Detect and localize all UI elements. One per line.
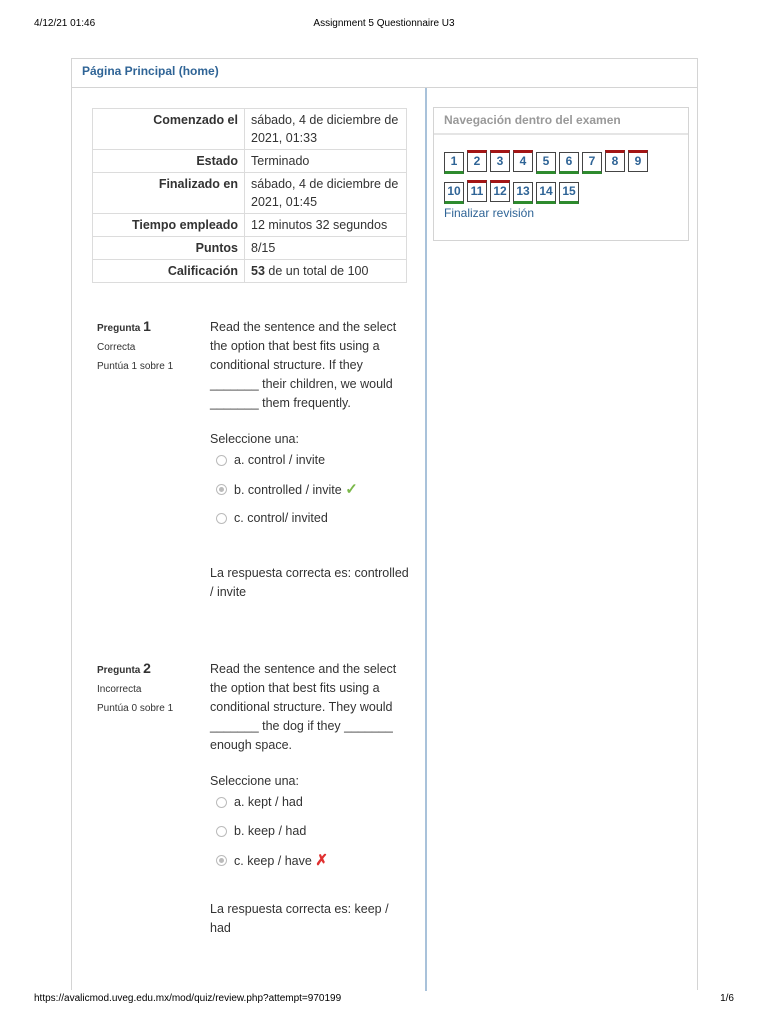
summary-row [93,150,407,173]
question-nav-button[interactable]: 8 [605,150,625,172]
answer-option[interactable] [210,851,410,878]
summary-row [93,214,407,237]
question-nav-button[interactable]: 11 [467,180,487,202]
select-prompt: Seleccione una: [210,432,299,446]
answer-option[interactable] [210,480,410,507]
question-nav-button[interactable]: 1 [444,152,464,174]
question-num: 1 [143,318,151,334]
attempt-summary-table [92,108,407,283]
print-title: Assignment 5 Questionnaire U3 [313,18,455,29]
summary-row [93,173,407,214]
answer-option[interactable] [210,451,410,478]
correct-answer: La respuesta correcta es: keep / had [210,902,389,935]
radio-button[interactable] [216,455,227,466]
option-label: c. keep / have [234,854,312,868]
summary-value: 8/15 [245,237,407,260]
question-num: 2 [143,660,151,676]
radio-button[interactable] [216,826,227,837]
question-nav-button[interactable]: 2 [467,150,487,172]
question-grade: Puntúa 0 sobre 1 [97,703,174,714]
question-state: Incorrecta [97,684,142,695]
answer-option[interactable] [210,793,410,820]
quiz-navigation-block [433,107,689,241]
question-nav-buttons [444,150,684,210]
option-label: a. kept / had [234,795,303,809]
question-nav-button[interactable]: 5 [536,152,556,174]
question-grade: Puntúa 1 sobre 1 [97,361,174,372]
question-nav-button[interactable]: 14 [536,182,556,204]
option-label: c. control/ invited [234,511,328,525]
check-icon: ✓ [345,481,358,498]
question-label: Pregunta [97,323,141,334]
correct-answer: La respuesta correcta es: controlled / invite [210,566,409,599]
summary-key: Tiempo empleado [93,214,245,237]
question-text: Read the sentence and the select the option that best fits using a conditional structure. They would _______ the dog if they _______ enough space. [210,662,397,752]
radio-button[interactable] [216,855,227,866]
select-prompt: Seleccione una: [210,774,299,788]
print-url: https://avalicmod.uveg.edu.mx/mod/quiz/review.php?attempt=970199 [34,993,342,1004]
answer-option[interactable] [210,822,410,849]
question-state: Correcta [97,342,136,353]
header-divider [72,87,697,88]
finish-review-link[interactable]: Finalizar revisión [444,206,535,220]
quiz-navigation-title: Navegación dentro del examen [434,108,688,135]
question-text: Read the sentence and the select the option that best fits using a conditional structure. If they _______ their children, we would _______ them frequently. [210,320,397,410]
summary-value: sábado, 4 de diciembre de 2021, 01:33 [245,109,407,150]
question-info [97,318,207,372]
question-nav-button[interactable]: 12 [490,180,510,202]
question-number [97,318,207,334]
column-divider [425,88,427,991]
summary-key: Finalizado en [93,173,245,214]
question-number [97,660,207,676]
summary-value: 12 minutos 32 segundos [245,214,407,237]
question-content [210,318,410,602]
summary-key: Calificación [93,260,245,283]
summary-row [93,109,407,150]
question-label: Pregunta [97,665,141,676]
option-label: b. controlled / invite [234,483,342,497]
summary-key: Comenzado el [93,109,245,150]
question-nav-button[interactable]: 6 [559,152,579,174]
cross-icon: ✗ [315,852,328,869]
print-date: 4/12/21 01:46 [34,18,96,29]
print-page-number: 1/6 [720,993,734,1004]
home-link[interactable]: Página Principal (home) [82,64,219,78]
radio-button[interactable] [216,513,227,524]
summary-row [93,260,407,283]
question-nav-button[interactable]: 7 [582,152,602,174]
question-nav-button[interactable]: 10 [444,182,464,204]
question-nav-button[interactable]: 9 [628,150,648,172]
question-nav-button[interactable]: 4 [513,150,533,172]
question-info [97,660,207,714]
grade-suffix: de un total de 100 [264,264,369,278]
summary-value: sábado, 4 de diciembre de 2021, 01:45 [245,173,407,214]
grade-value: 53 [251,264,265,278]
question-nav-button[interactable]: 13 [513,182,533,204]
summary-value: Terminado [245,150,407,173]
summary-key: Estado [93,150,245,173]
summary-key: Puntos [93,237,245,260]
summary-row [93,237,407,260]
summary-value [245,260,407,283]
radio-button[interactable] [216,484,227,495]
option-label: a. control / invite [234,453,326,467]
question-nav-button[interactable]: 3 [490,150,510,172]
quiz-review-frame [71,58,698,990]
question-nav-button[interactable]: 15 [559,182,579,204]
answer-option[interactable] [210,509,410,536]
option-label: b. keep / had [234,824,307,838]
radio-button[interactable] [216,797,227,808]
question-content [210,660,410,938]
